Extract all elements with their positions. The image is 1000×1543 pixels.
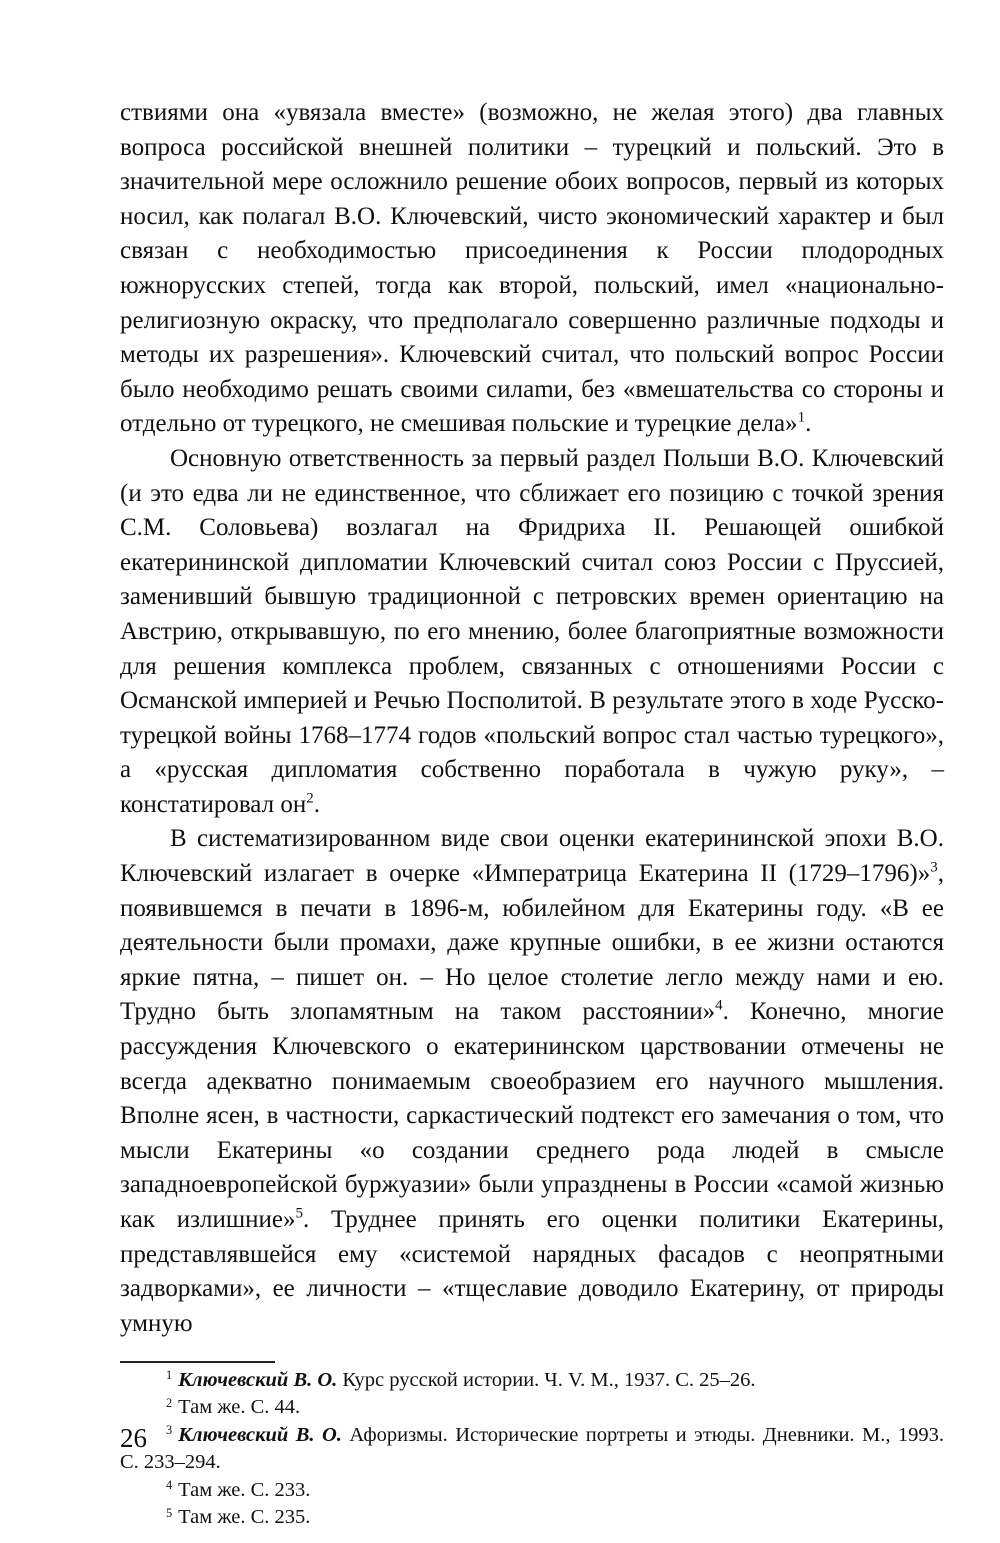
paragraph-text: Основную ответственность за первый раздел Польши В.О. Ключевский (и это едва ли не единственное, что сближает его позицию с точкой зрения С.М. Соловьева) возлагал на Фридриха II. Решающей ошибкой екатерининской дипломатии Ключевский считал союз России с Пруссией, заменивший бывшую традиционной с петровских времен ориентацию на Австрию, открывавшую, по его мнению, более благоприятные возможности для решения комплекса проблем, связанных с отношениями России с Османской империей и Речью Посполитой. В результате этого в ходе Русско-турецкой войны 1768–1774 годов «польский вопрос стал частью турецкого», а «русская дипломатия собственно поработала в чужую руку», – констатировал он — [120, 444, 944, 818]
footnote — [120, 1367, 944, 1395]
paragraph — [120, 822, 944, 1341]
footnote-author: Ключевский В. О. — [178, 1368, 338, 1391]
footnote-number: 5 — [166, 1505, 173, 1520]
footnote-author: Ключевский В. О. — [178, 1423, 342, 1446]
footnote — [120, 1504, 944, 1532]
footnote-number: 4 — [166, 1478, 173, 1493]
footnote-ref: 1 — [797, 409, 806, 426]
paragraph-text: . Конечно, многие рассуждения Ключевского о екатерининском царствовании отмечены не всегда адекватно понимаемым своеобразием его научного мышления. Вполне ясен, в частности, саркастический подтекст его замечания о том, что мысли Екатерины «о создании среднего рода людей в смысле западноевропейской буржуазии» были упразднены в России «самой жизнью как излишние» — [120, 998, 944, 1233]
paragraph-text: . Труднее принять его оценки политики Екатерины, представлявшейся ему «системой нарядных фасадов с неопрятными задворками», ее личности – «тщеславие доводило Екатерину, от природы умную — [120, 1206, 944, 1337]
footnote — [120, 1422, 944, 1477]
footnote-ref: 3 — [930, 859, 938, 876]
footnote — [120, 1394, 944, 1422]
footnote-text: Там же. С. 235. — [178, 1506, 311, 1529]
footnote — [120, 1477, 944, 1505]
footnote-number: 1 — [166, 1368, 173, 1383]
book-page — [120, 96, 944, 1532]
footnote-ref: 5 — [295, 1205, 303, 1222]
footnote-text: Афоризмы. Исторические портреты и этюды. Дневники. М., 1993. С. 233–294. — [120, 1423, 944, 1474]
paragraph — [120, 442, 944, 823]
paragraph-text: . — [313, 790, 320, 818]
footnote-text: Там же. С. 233. — [178, 1478, 311, 1501]
paragraph — [120, 96, 944, 442]
footnote-ref: 4 — [715, 997, 723, 1014]
paragraph-text: , появившемся в печати в 1896-м, юбилейном для Екатерины году. «В ее деятельности были промахи, даже крупные ошибки, в ее жизни остаются яркие пятна, – пишет он. – Но целое столетие легло между нами и ею. Трудно быть злопамятным на таком расстоянии» — [120, 860, 944, 1026]
paragraph-text: В систематизированном виде свои оценки екатерининской эпохи В.О. Ключевский излагает в очерке «Императрица Екатерина II (1729–1796)» — [120, 825, 944, 888]
footnote-text: Там же. С. 44. — [178, 1396, 301, 1419]
paragraph-text: . — [805, 410, 812, 438]
footnote-divider — [120, 1361, 275, 1363]
paragraph-text: ствиями она «увязала вместе» (возможно, не желая этого) два главных вопроса российской внешней политики – турецкий и польский. Это в значительной мере осложнило решение обоих вопросов, первый из которых носил, как полагал В.О. Ключевский, чисто экономический характер и был связан с необходимостью присоединения к России плодородных южнорусских степей, тогда как второй, польский, имел «национально-религиозную окраску, что предполагало совершенно различные подходы и методы их разрешения». Ключевский считал, что польский вопрос России было необходимо решать своими силаmи, без «вмешательства со стороны и отдельно от турецкого, не смешивая польские и турецкие дела» — [120, 99, 944, 438]
footnotes — [120, 1367, 944, 1532]
footnote-number: 2 — [166, 1395, 173, 1410]
footnote-number: 3 — [166, 1423, 173, 1438]
footnote-text: Курс русской истории. Ч. V. М., 1937. С. 25–26. — [337, 1368, 756, 1391]
main-text — [120, 96, 944, 1341]
footnote-ref: 2 — [306, 790, 314, 807]
page-number: 26 — [120, 1423, 147, 1453]
